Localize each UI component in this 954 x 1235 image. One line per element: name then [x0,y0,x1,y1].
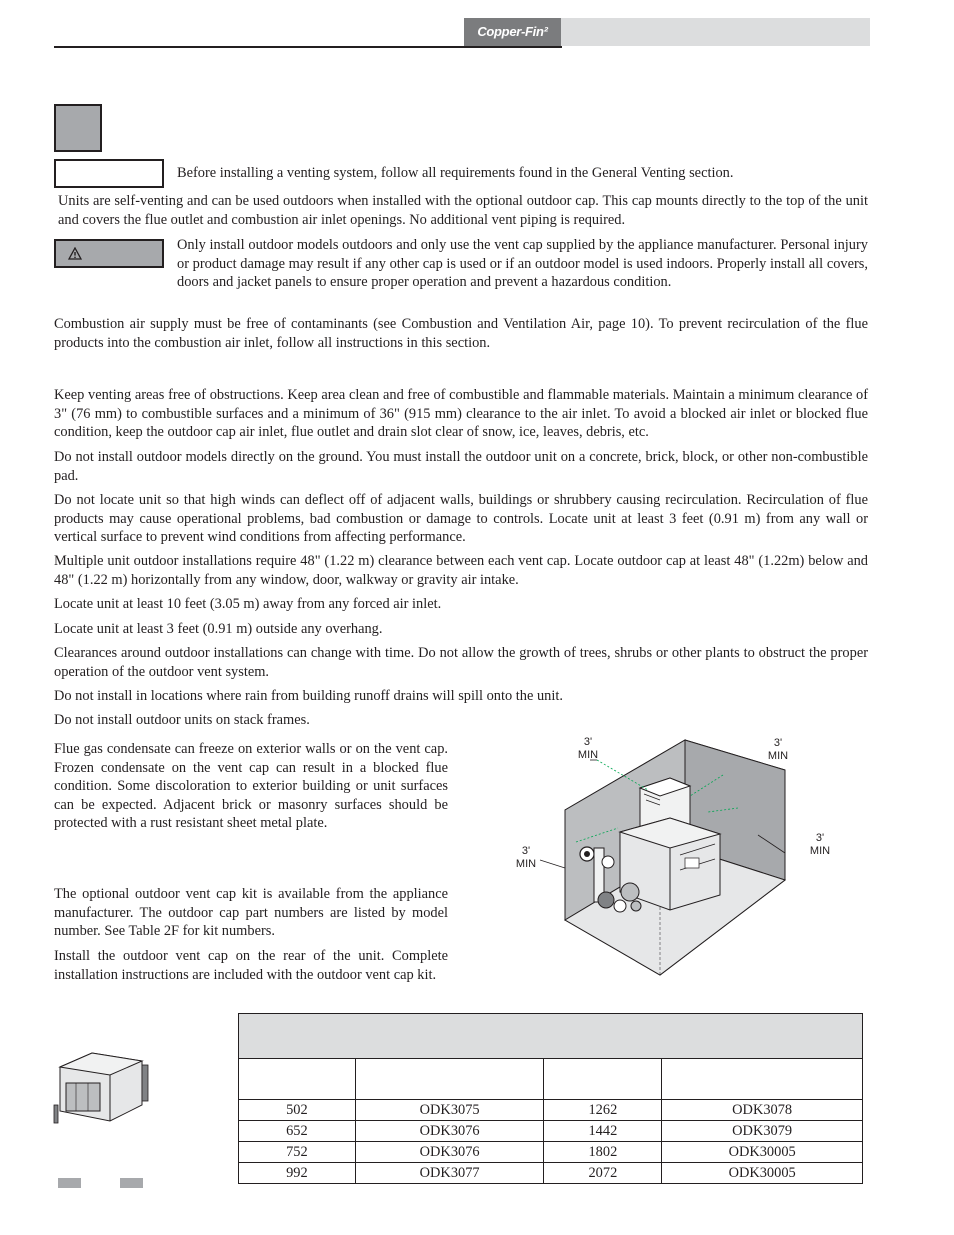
section-marker-box [54,104,102,152]
model-cell: 1802 [544,1142,662,1163]
ground-paragraph: Do not install outdoor models directly on the ground. You must install the outdoor unit on a concrete, brick, block, or other non-combustible pad. [54,449,868,484]
kit-cell: ODK3077 [355,1163,544,1184]
model-cell: 1442 [544,1121,662,1142]
model-cell: 1262 [544,1100,662,1121]
intro-paragraph: Units are self-venting and can be used outdoors when installed with the optional outdoor cap. This cap mounts directly to the top of the unit and covers the flue outlet and combustion air inlet openings. No additional vent piping is required. [58,193,868,228]
dim-value: 3' [773,737,783,749]
header-cell-model-b [544,1059,662,1100]
model-cell: 652 [239,1121,356,1142]
header-cell-model-a [239,1059,356,1100]
overhang-paragraph: Locate unit at least 3 feet (0.91 m) outside any overhang. [54,621,383,637]
vent-cap-kit-table [238,1013,863,1184]
model-cell: 752 [239,1142,356,1163]
table-title-row [239,1014,863,1059]
clearances-paragraph: Clearances around outdoor installations can change with time. Do not allow the growth of trees, shrubs or other plants to obstruct the proper operation of the outdoor vent system. [54,645,868,680]
outdoor-cap-illustration [52,1035,156,1127]
rain-paragraph: Do not install in locations where rain from building runoff drains will spill onto the unit. [54,688,563,704]
kit-cell: ODK3075 [355,1100,544,1121]
dim-value: 3' [815,832,825,844]
table-header-row [239,1059,863,1100]
note-text: Before installing a venting system, follow all requirements found in the General Venting section. [177,165,734,181]
stack-frames-paragraph: Do not install outdoor units on stack frames. [54,712,310,728]
combustion-paragraph: Combustion air supply must be free of contaminants (see Combustion and Ventilation Air, page 10). To prevent recirculation of the flue products into the combustion air inlet, follow all instructions in this section. [54,316,868,351]
warning-text: Only install outdoor models outdoors and only use the vent cap supplied by the appliance manufacturer. Personal injury or product damage may result if any other cap is used or if an outdoor model is used indoors. Properly install all covers, doors and jacket panels to ensure proper operation and prevent a hazardous condition. [177,237,868,291]
table-row [239,1163,863,1184]
dim-label-top-right [758,737,798,763]
table-row [239,1100,863,1121]
kit-cell: ODK3076 [355,1142,544,1163]
model-cell: 502 [239,1100,356,1121]
dim-suffix: MIN [809,845,831,857]
install-cap-paragraph: Install the outdoor vent cap on the rear of the unit. Complete installation instructions are included with the outdoor vent cap kit. [54,948,448,983]
brand-logo: Copper-Fin² [464,18,561,46]
keep-clear-paragraph: Keep venting areas free of obstructions. Keep area clean and free of combustible and flammable materials. Maintain a minimum clearance of 3" (76 mm) to combustible surfaces and a minimum of 36" (915 mm) clearance to the air inlet. To avoid a blocked air inlet or blocked flue condition, keep the outdoor cap air inlet, flue outlet and drain slot clear of snow, ice, leaves, debris, etc. [54,387,868,441]
table-row [239,1142,863,1163]
kit-cell: ODK30005 [662,1142,863,1163]
dim-value: 3' [521,845,531,857]
kit-cell: ODK3079 [662,1121,863,1142]
note-label-box [54,159,164,188]
dim-value: 3' [583,736,593,748]
warning-label-box [54,239,164,268]
kit-cell: ODK30005 [662,1163,863,1184]
multiple-units-paragraph: Multiple unit outdoor installations require 48" (1.22 m) clearance between each vent cap. Locate outdoor cap at least 48" (1.22m) below and 48" (1.22 m) horizontally from any window, door, walkway or gravity air intake. [54,553,868,588]
kit-cell: ODK3078 [662,1100,863,1121]
table-row [239,1121,863,1142]
dim-label-left [506,845,546,871]
kit-cell: ODK3076 [355,1121,544,1142]
footer-tab-left [58,1178,81,1188]
kit-available-paragraph: The optional outdoor vent cap kit is available from the appliance manufacturer. The outdoor cap part numbers are listed by model number. See Table 2F for kit numbers. [54,886,448,940]
dim-suffix: MIN [767,750,789,762]
table-title-cell [239,1014,863,1059]
header-rule [54,46,562,48]
model-cell: 992 [239,1163,356,1184]
footer-tab-right [120,1178,143,1188]
header-cell-kit-a [355,1059,544,1100]
condensate-paragraph: Flue gas condensate can freeze on exterior walls or on the vent cap. Frozen condensate on the vent cap can result in a blocked flue condition. Some discoloration to exterior building or unit surfaces can be expected. Adjacent brick or masonry surfaces should be protected with a rust resistant sheet metal plate. [54,741,448,832]
dim-suffix: MIN [515,858,537,870]
winds-paragraph: Do not locate unit so that high winds can deflect off of adjacent walls, buildings or shrubbery causing recirculation. Recirculation of flue products may cause operational problems, bad combustion or damage to controls. Locate unit at least 3 feet (0.91 m) from any wall or vertical surface to prevent wind conditions from affecting performance. [54,492,868,546]
dim-label-right [800,832,840,858]
forced-air-paragraph: Locate unit at least 10 feet (3.05 m) away from any forced air inlet. [54,596,442,612]
dim-suffix: MIN [577,749,599,761]
dim-label-top-left [568,736,608,762]
model-cell: 2072 [544,1163,662,1184]
warning-triangle-icon [68,247,82,260]
header-cell-kit-b [662,1059,863,1100]
